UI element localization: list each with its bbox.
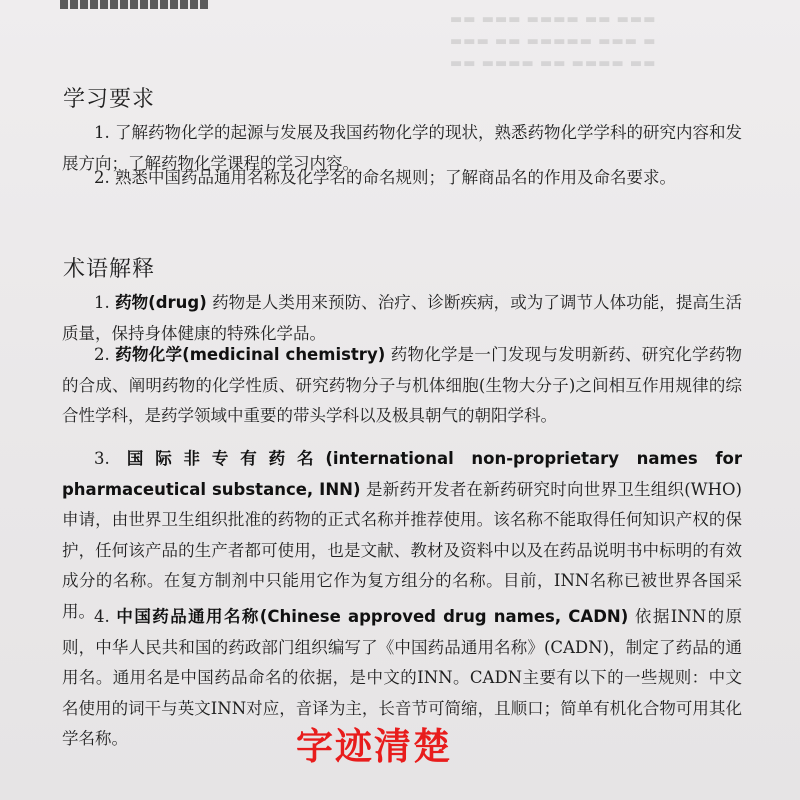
term-name: 药物化学(medicinal chemistry) <box>115 345 386 364</box>
bleed-through-text: ▬▬ ▬▬▬▬ ▬▬ ▬▬▬▬ ▬▬ <box>450 56 657 71</box>
section-title-learning-requirements: 学习要求 <box>63 87 156 112</box>
page-header-bar <box>60 0 210 9</box>
requirement-text: 2. 熟悉中国药品通用名称及化学名的命名规则；了解商品名的作用及命名要求。 <box>94 168 676 187</box>
term-number: 3. <box>94 449 127 468</box>
term-name: 药物(drug) <box>115 293 207 312</box>
term-text: 依据INN的原则，中华人民共和国的药政部门组织编写了《中国药品通用名称》(CADN)，制定了药品的通用名。通用名是中国药品命名的依据，是中文的INN。CADN主要有以下的一些规则：中文名使用的词干与英文INN对应，音译为主，长音节可简缩，且顺口；简单有机化合物可用其化学名称。 <box>62 607 742 748</box>
term-number: 1. <box>94 293 116 312</box>
term-name: 中国药品通用名称(Chinese approved drug names, CADN) <box>116 607 629 626</box>
term-definition-2 <box>62 340 742 432</box>
term-text: 药物化学是一门发现与发明新药、研究化学药物的合成、阐明药物的化学性质、研究药物分子与机体细胞(生物大分子)之间相互作用规律的综合性学科，是药学领域中重要的带头学科以及极具朝气的朝阳学科。 <box>62 345 742 425</box>
term-text: 药物是人类用来预防、治疗、诊断疾病，或为了调节人体功能，提高生活质量，保持身体健康的特殊化学品。 <box>62 293 742 343</box>
term-number: 2. <box>94 345 116 364</box>
section-title-terminology: 术语解释 <box>63 257 156 282</box>
term-name: 国际非专有药名(international non-proprietary names for pharmaceutical substance, INN) <box>62 449 742 499</box>
requirement-text: 1. 了解药物化学的起源与发展及我国药物化学的现状，熟悉药物化学学科的研究内容和发展方向；了解药物化学课程的学习内容。 <box>62 123 742 173</box>
term-definition-3 <box>62 444 742 627</box>
bleed-through-text: ▬▬▬ ▬▬ ▬▬▬▬▬ ▬▬▬ ▬ <box>450 34 657 49</box>
term-number: 4. <box>94 607 117 626</box>
term-text: 是新药开发者在新药研究时向世界卫生组织(WHO)申请，由世界卫生组织批准的药物的正式名称并推荐使用。该名称不能取得任何知识产权的保护，任何该产品的生产者都可使用，也是文献、教材及资料中以及在药品说明书中标明的有效成分的名称。在复方制剂中只能用它作为复方组分的名称。目前，INN名称已被世界各国采用。 <box>62 479 742 621</box>
overlay-caption: 字迹清楚 <box>296 725 452 768</box>
bleed-through-text: ▬▬ ▬▬▬ ▬▬▬▬ ▬▬ ▬▬▬ <box>450 12 657 27</box>
requirement-item-2 <box>62 163 742 194</box>
